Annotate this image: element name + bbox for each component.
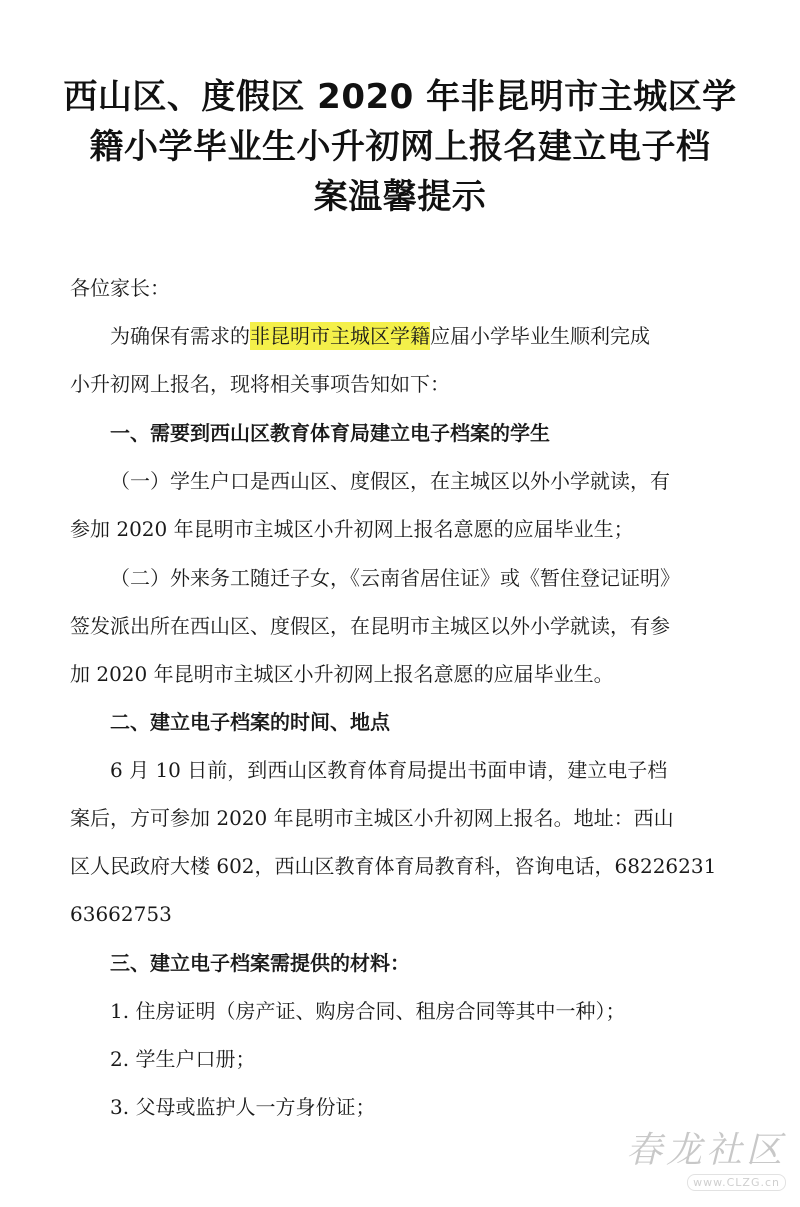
intro-line-2: 小升初网上报名，现将相关事项告知如下： [70, 372, 450, 396]
section2-heading: 二、建立电子档案的时间、地点 [110, 710, 390, 734]
section1-item1-line1: （一）学生户口是西山区、度假区，在主城区以外小学就读，有 [110, 469, 670, 493]
section3-item-1: 1. 住房证明（房产证、购房合同、租房合同等其中一种）； [110, 999, 626, 1023]
title-line-3: 案温馨提示 [313, 177, 487, 217]
watermark-logo [616, 1131, 786, 1193]
intro-highlight: 非昆明市主城区学籍 [250, 324, 430, 348]
section2-line4: 63662753 [70, 902, 172, 926]
document-title [60, 72, 740, 222]
section2-line1: 6 月 10 日前，到西山区教育体育局提出书面申请，建立电子档 [110, 758, 668, 782]
watermark-url: www.CLZG.cn [687, 1174, 786, 1191]
intro-post: 应届小学毕业生顺利完成 [430, 324, 650, 348]
title-line-2: 籍小学毕业生小升初网上报名建立电子档 [89, 127, 711, 167]
section1-item2-line3: 加 2020 年昆明市主城区小升初网上报名意愿的应届毕业生。 [70, 662, 614, 686]
intro-line-1 [110, 316, 730, 356]
section3-item-3: 3. 父母或监护人一方身份证； [110, 1095, 376, 1119]
section3-item-2: 2. 学生户口册； [110, 1047, 256, 1071]
section1-item2-line2: 签发派出所在西山区、度假区，在昆明市主城区以外小学就读，有参 [70, 614, 670, 638]
section2-line3: 区人民政府大楼 602，西山区教育体育局教育科，咨询电话，68226231 [70, 854, 717, 878]
section1-item1-line2: 参加 2020 年昆明市主城区小升初网上报名意愿的应届毕业生； [70, 517, 634, 541]
intro-pre: 为确保有需求的 [110, 324, 250, 348]
section1-item2-line1: （二）外来务工随迁子女，《云南省居住证》或《暂住登记证明》 [110, 566, 680, 590]
watermark-text: 春龙社区 [625, 1130, 786, 1171]
section1-heading: 一、需要到西山区教育体育局建立电子档案的学生 [110, 421, 550, 445]
title-line-1: 西山区、度假区 2020 年非昆明市主城区学 [63, 77, 737, 117]
section3-heading: 三、建立电子档案需提供的材料： [110, 951, 410, 975]
section2-line2: 案后，方可参加 2020 年昆明市主城区小升初网上报名。地址：西山 [70, 806, 674, 830]
greeting: 各位家长： [70, 276, 170, 300]
